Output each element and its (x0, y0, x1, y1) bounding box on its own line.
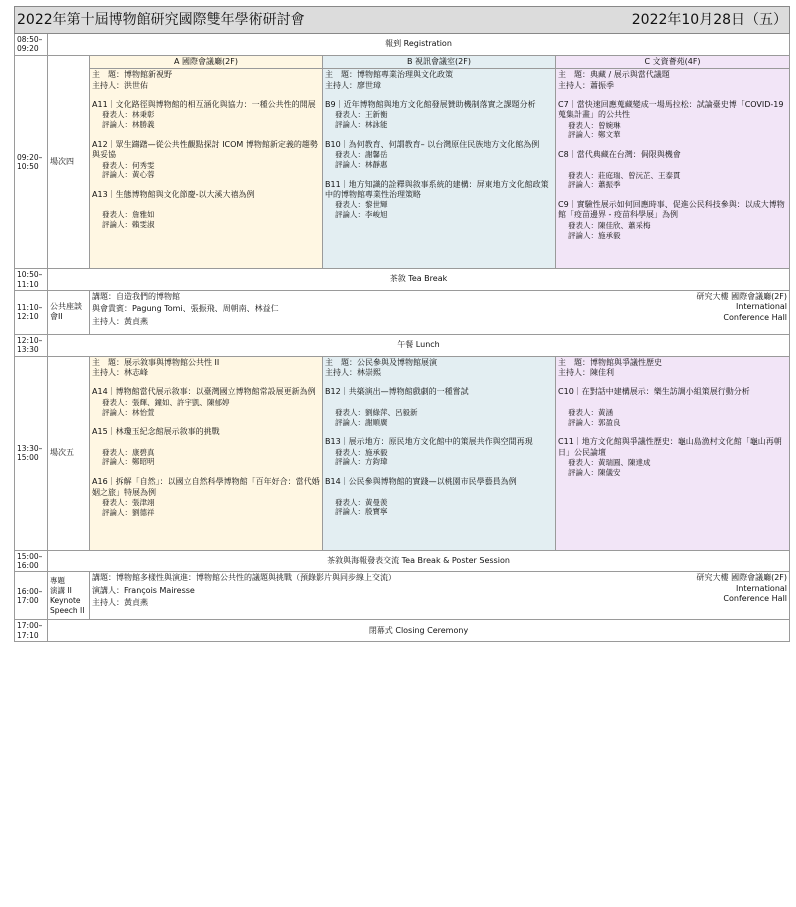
session5-room-c (556, 356, 790, 550)
session-theme: 主 題：博物館與爭議性歷史 (558, 357, 663, 367)
spacer (558, 398, 787, 408)
spacer (92, 438, 320, 448)
header-date-cell (556, 7, 790, 34)
keynote-label-2: 演講 II (50, 585, 72, 595)
header-row (15, 7, 790, 34)
registration-row (15, 34, 790, 56)
spacer (558, 140, 787, 150)
venue-english-1: International (735, 302, 788, 312)
forum-topic: 講題：自造我們的博物館 (92, 291, 180, 301)
paper-presenter: 發表人：何秀雯 (102, 160, 155, 170)
registration-time: 08:50–09:20 (15, 34, 48, 56)
teabreak1-time: 10:50–11:10 (15, 269, 48, 291)
spacer (325, 398, 553, 408)
session4-label: 場次四 (48, 55, 90, 268)
session5-row (15, 356, 790, 550)
paper-discussant: 評論人：李峻旭 (335, 210, 388, 220)
paper-title: C9｜實驗性展示如何回應時事、促進公民科技參與：以成大博物館「疫苗邊界 - 疫苗科學展」為例 (558, 200, 785, 220)
paper-presenter: 發表人：謝馨岳 (335, 150, 388, 160)
keynote-label-1: 專題 (50, 575, 65, 585)
keynote-row (15, 572, 790, 620)
paper-discussant: 評論人：劉德祥 (102, 507, 155, 517)
paper-presenter: 發表人：詹雅如 (102, 210, 155, 220)
spacer (92, 467, 320, 477)
paper-title: A13｜生態博物館與文化節慶-以大溪大禧為例 (92, 190, 255, 200)
paper-presenter: 發表人：陳佳欣、蕭采梅 (568, 220, 651, 230)
venue-english-1: International (735, 583, 788, 593)
session-host: 主持人：蕭振季 (558, 80, 615, 90)
paper-presenter: 發表人：黃瑞圓、陳達成 (568, 458, 651, 468)
venue-name: 研究大樓 國際會議廳(2F) (696, 291, 788, 301)
paper-discussant: 評論人：殷寶寧 (335, 507, 388, 517)
spacer (92, 417, 320, 427)
session-host: 主持人：廖世璋 (325, 80, 381, 90)
session4-time: 09:20–10:50 (15, 55, 48, 268)
paper-presenter: 發表人：黃曼羨 (335, 497, 388, 507)
paper-presenter: 發表人：劉綠萍、呂毅新 (335, 407, 418, 417)
teabreak2-label: 茶敘與海報發表交流 Tea Break & Poster Session (48, 550, 790, 572)
keynote-label-3: Keynote (50, 595, 81, 605)
paper-discussant: 評論人：林勝義 (102, 120, 155, 130)
spacer (325, 488, 553, 498)
paper-discussant: 評論人：林怡萱 (102, 407, 155, 417)
session-theme: 主 題：公民參與及博物館展演 (325, 357, 437, 367)
session-theme: 主 題：博物館新視野 (92, 70, 172, 80)
paper-title: B12｜共築演出—博物館戲劇的一種嘗試 (325, 387, 469, 397)
paper-presenter: 發表人：林秉彰 (102, 110, 155, 120)
spacer (558, 161, 787, 171)
keynote-label-4: Speech II (50, 606, 85, 616)
keynote-details (90, 572, 556, 620)
forum-details (90, 290, 556, 334)
page-date: 2022年10月28日（五） (631, 11, 788, 28)
room-c-header: C 文資薈苑(4F) (556, 55, 790, 68)
teabreak2-time: 15:00–16:00 (15, 550, 48, 572)
keynote-topic: 講題：博物館多樣性與演進：博物館公共性的議題與挑戰（預錄影片與同步線上交流） (92, 573, 396, 583)
paper-discussant: 評論人：鄭昭明 (102, 457, 155, 467)
paper-title: C7｜當快速回應蒐藏變成一場馬拉松：試論臺史博「COVID-19 蒐集計畫」的公共性 (558, 99, 784, 120)
venue-english-2: Conference Hall (723, 594, 788, 604)
paper-title: B10｜為何教育、何謂教育– 以台灣原住民族地方文化館為例 (325, 139, 540, 149)
forum-guests: 與會貴賓：Pagung Tomi、張振飛、周朝南、林益仁 (92, 304, 279, 314)
paper-discussant: 評論人：郭盈良 (568, 417, 621, 427)
teabreak1-row (15, 269, 790, 291)
session-host: 主持人：林崇熙 (325, 368, 381, 378)
room-header-row-1 (15, 55, 790, 68)
venue-name: 研究大樓 國際會議廳(2F) (696, 573, 788, 583)
closing-time: 17:00–17:10 (15, 620, 48, 642)
session5-room-b (323, 356, 556, 550)
session5-label: 場次五 (48, 356, 90, 550)
venue-english-2: Conference Hall (723, 312, 788, 322)
spacer (325, 130, 553, 140)
paper-title: C8｜當代典藏在台灣：侷限與機會 (558, 150, 681, 160)
paper-discussant: 評論人：鄭文華 (568, 130, 621, 140)
paper-title: A11｜文化路徑與博物館的相互涵化與協力：一種公共性的開展 (92, 99, 316, 109)
keynote-venue (556, 572, 790, 620)
lunch-label: 午餐 Lunch (48, 334, 790, 356)
session4-room-b (323, 69, 556, 269)
header-title-cell (15, 7, 556, 34)
paper-presenter: 發表人：張輝、鐘如、許宇凱、陳郁婷 (102, 397, 230, 407)
paper-discussant: 評論人：施承毅 (568, 230, 621, 240)
closing-label: 閉幕式 Closing Ceremony (48, 620, 790, 642)
forum-time: 11:10–12:10 (15, 290, 48, 334)
session4-room-a (90, 69, 323, 269)
paper-discussant: 評論人：林詠能 (335, 120, 388, 130)
forum-label: 公共座談會II (48, 290, 90, 334)
paper-title: C11｜地方文化館與爭議性歷史：龜山島漁村文化館「龜山再朝日」公民論壇 (558, 437, 782, 457)
registration-label: 報到 Registration (48, 34, 790, 56)
paper-title: A14｜博物館當代展示敘事：以臺灣國立博物館常設展更新為例 (92, 387, 316, 397)
teabreak1-label: 茶敘 Tea Break (48, 269, 790, 291)
keynote-label (48, 572, 90, 620)
paper-discussant: 評論人：陳儀安 (568, 467, 621, 477)
forum-host: 主持人：黃貞燕 (92, 316, 148, 326)
paper-title: B11｜地方知識的詮釋與敘事系統的建構：屏東地方文化館政策中的博物館專業性治理策略 (325, 179, 549, 200)
session-theme: 主 題：博物館專業治理與文化政策 (325, 70, 453, 80)
paper-presenter: 發表人：張津翊 (102, 497, 155, 507)
paper-title: B14｜公民參與博物館的實踐—以桃園市民學藝員為例 (325, 477, 517, 487)
page-title: 2022年第十屆博物館研究國際雙年學術研討會 (17, 11, 305, 28)
keynote-speaker: 演講人：François Mairesse (92, 585, 195, 595)
schedule-table (14, 6, 790, 642)
session-host: 主持人：洪世佑 (92, 80, 148, 90)
keynote-host: 主持人：黃貞燕 (92, 598, 148, 608)
lunch-time: 12:10–13:30 (15, 334, 48, 356)
forum-row (15, 290, 790, 334)
session-theme: 主 題：展示敘事與博物館公共性 II (92, 357, 220, 367)
paper-presenter: 發表人：黎世輝 (335, 200, 388, 210)
room-a-header: A 國際會議廳(2F) (90, 55, 323, 68)
paper-title: C10｜在對話中建構展示：樂生訪調小組策展行動分析 (558, 387, 750, 397)
session-theme: 主 題：典藏 / 展示與當代議題 (558, 70, 670, 80)
paper-discussant: 評論人：謝順廣 (335, 417, 388, 427)
spacer (558, 190, 787, 200)
teabreak2-row (15, 550, 790, 572)
spacer (92, 200, 320, 210)
paper-presenter: 發表人：施承毅 (335, 447, 388, 457)
paper-presenter: 發表人：莊庭瑞、曾沅芷、王泰貫 (568, 170, 681, 180)
spacer (558, 427, 787, 437)
spacer (92, 130, 320, 140)
paper-discussant: 評論人：蕭振季 (568, 180, 621, 190)
spacer (325, 467, 553, 477)
paper-discussant: 評論人：方鈞瑋 (335, 457, 388, 467)
paper-title: B9｜近年博物館與地方文化館發展贊助機制落實之課題分析 (325, 99, 536, 109)
paper-discussant: 評論人：賴雯淑 (102, 220, 155, 230)
paper-discussant: 評論人：黃心蓉 (102, 170, 155, 180)
room-b-header: B 視訊會議室(2F) (323, 55, 556, 68)
session5-room-a (90, 356, 323, 550)
paper-title: A15｜林瓊玉紀念館展示敘事的挑戰 (92, 427, 220, 437)
paper-discussant: 評論人：林靜惠 (335, 159, 388, 169)
paper-presenter: 發表人：王新衡 (335, 110, 388, 120)
paper-title: A16｜拆解「自然」：以國立自然科學博物館「百年好合：當代婚姻之旅」特展為例 (92, 477, 320, 497)
session-host: 主持人：陳佳利 (558, 368, 615, 378)
session5-time: 13:30–15:00 (15, 356, 48, 550)
session4-room-c (556, 69, 790, 269)
session-host: 主持人：林志峰 (92, 368, 148, 378)
spacer (325, 170, 553, 180)
session4-row (15, 69, 790, 269)
paper-presenter: 發表人：康碧真 (102, 447, 155, 457)
forum-venue (556, 290, 790, 334)
closing-row (15, 620, 790, 642)
lunch-row (15, 334, 790, 356)
keynote-time: 16:00–17:00 (15, 572, 48, 620)
paper-title: A12｜眾生躊躇—從公共性觀點探討 ICOM 博物館新定義的趨勢與妥協 (92, 139, 318, 160)
spacer (325, 427, 553, 437)
paper-presenter: 發表人：曾婉琳 (568, 120, 621, 130)
paper-title: B13｜展示地方：原民地方文化館中的策展共作與空間再現 (325, 437, 533, 447)
paper-presenter: 發表人：黃涵 (568, 407, 614, 417)
spacer (92, 180, 320, 190)
